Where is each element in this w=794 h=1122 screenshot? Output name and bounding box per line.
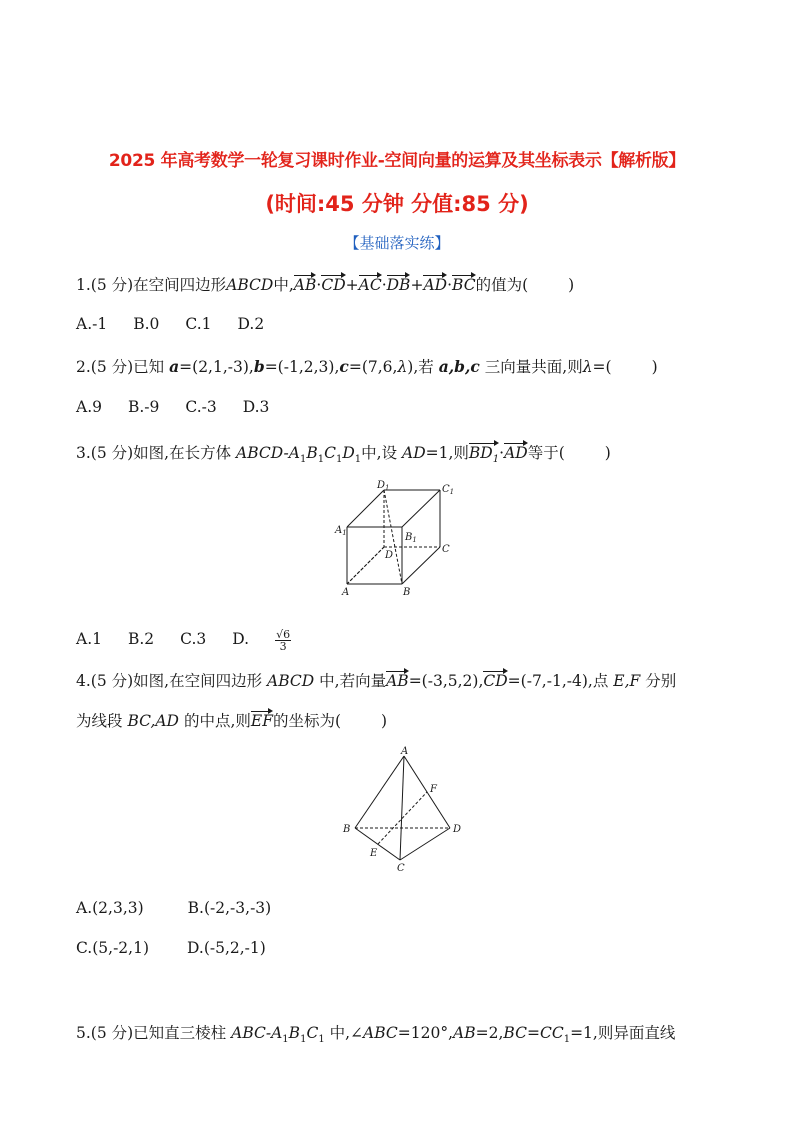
vector-ab: AB xyxy=(294,272,317,296)
option-d[interactable]: D.2 xyxy=(237,315,265,333)
vector-bd1: $BD_1$ xyxy=(469,440,499,471)
vector-cd: CD xyxy=(483,668,507,692)
label-a: A xyxy=(342,587,350,598)
cuboid-figure xyxy=(330,478,460,602)
section-heading: 【基础落实练】 xyxy=(344,234,450,252)
label-a1: $A_1$ xyxy=(335,525,347,537)
vector-ad: AD xyxy=(423,272,447,296)
option-d[interactable]: D. $\frac{√6}{3}$ xyxy=(232,628,343,652)
tetrahedron-figure xyxy=(338,744,468,874)
sqrt6-over-3: $\frac{√6}{3}$ xyxy=(276,627,291,653)
label-d: D xyxy=(385,550,394,561)
label-d1: $D_1$ xyxy=(377,480,390,492)
vector-bc: BC xyxy=(452,272,476,296)
option-c[interactable]: C.1 xyxy=(185,315,212,333)
option-a[interactable]: A.(2,3,3) xyxy=(76,899,144,917)
option-a[interactable]: A.1 xyxy=(76,630,102,648)
question-2-options xyxy=(76,396,295,418)
question-4-line-2: 为线段 BC,AD 的中点,则EF的坐标为( ) xyxy=(76,708,387,732)
label-c1: $C_1$ xyxy=(442,484,455,496)
label-e: E xyxy=(370,848,378,859)
label-b1: $B_1$ xyxy=(405,532,417,544)
option-d[interactable]: D.3 xyxy=(242,398,270,416)
question-1: 1.(5 分)在空间四边形ABCD中,AB·CD+AC·DB+AD·BC的值为( ) xyxy=(76,272,574,296)
vector-ef: EF xyxy=(251,708,273,732)
vector-cd: CD xyxy=(321,272,345,296)
vector-ab: AB xyxy=(386,668,409,692)
question-3-options xyxy=(76,628,343,652)
option-c[interactable]: C.(5,-2,1) xyxy=(76,939,150,957)
document-subtitle: (时间:45 分钟 分值:85 分) xyxy=(265,192,529,216)
option-a[interactable]: A.9 xyxy=(76,398,102,416)
question-4-options-row-2 xyxy=(76,937,292,959)
option-b[interactable]: B.(-2,-3,-3) xyxy=(187,899,272,917)
option-c[interactable]: C.3 xyxy=(180,630,207,648)
label-f: F xyxy=(430,784,437,795)
question-1-options xyxy=(76,313,290,335)
option-b[interactable]: B.2 xyxy=(127,630,155,648)
option-c[interactable]: C.-3 xyxy=(185,398,217,416)
option-b[interactable]: B.-9 xyxy=(127,398,160,416)
option-b[interactable]: B.0 xyxy=(133,315,160,333)
vector-db: DB xyxy=(387,272,411,296)
question-4-line-1: 4.(5 分)如图,在空间四边形 ABCD 中,若向量AB=(-3,5,2),CD=(-7,-1,-4),点 E,F 分别 xyxy=(76,668,676,692)
vector-ad: AD xyxy=(504,440,528,464)
label-c: C xyxy=(397,863,405,874)
label-d: D xyxy=(453,824,462,835)
label-b: B xyxy=(403,587,411,598)
question-2: 2.(5 分)已知 a=(2,1,-3),b=(-1,2,3),c=(7,6,λ),若 a,b,c 三向量共面,则λ=( ) xyxy=(76,357,658,376)
label-c: C xyxy=(442,544,450,555)
label-b: B xyxy=(343,824,351,835)
option-a[interactable]: A.-1 xyxy=(76,315,108,333)
question-3: 3.(5 分)如图,在长方体 ABCD-$A_1B_1C_1D_1$中,设 AD=1,则$BD_1\cdot AD$等于( ) xyxy=(76,440,611,471)
question-4-options-row-1 xyxy=(76,897,297,919)
document-title: 2025 年高考数学一轮复习课时作业-空间向量的运算及其坐标表示【解析版】 xyxy=(108,151,686,171)
question-5: 5.(5 分)已知直三棱柱 ABC-$A_1B_1C_1$ 中$,\angle ABC=120^\circ,AB=2,BC=CC_1=1$,则异面直线 xyxy=(76,1024,676,1046)
option-d[interactable]: D.(-5,2,-1) xyxy=(187,939,266,957)
label-a: A xyxy=(401,746,409,757)
vector-ac: AC xyxy=(359,272,382,296)
